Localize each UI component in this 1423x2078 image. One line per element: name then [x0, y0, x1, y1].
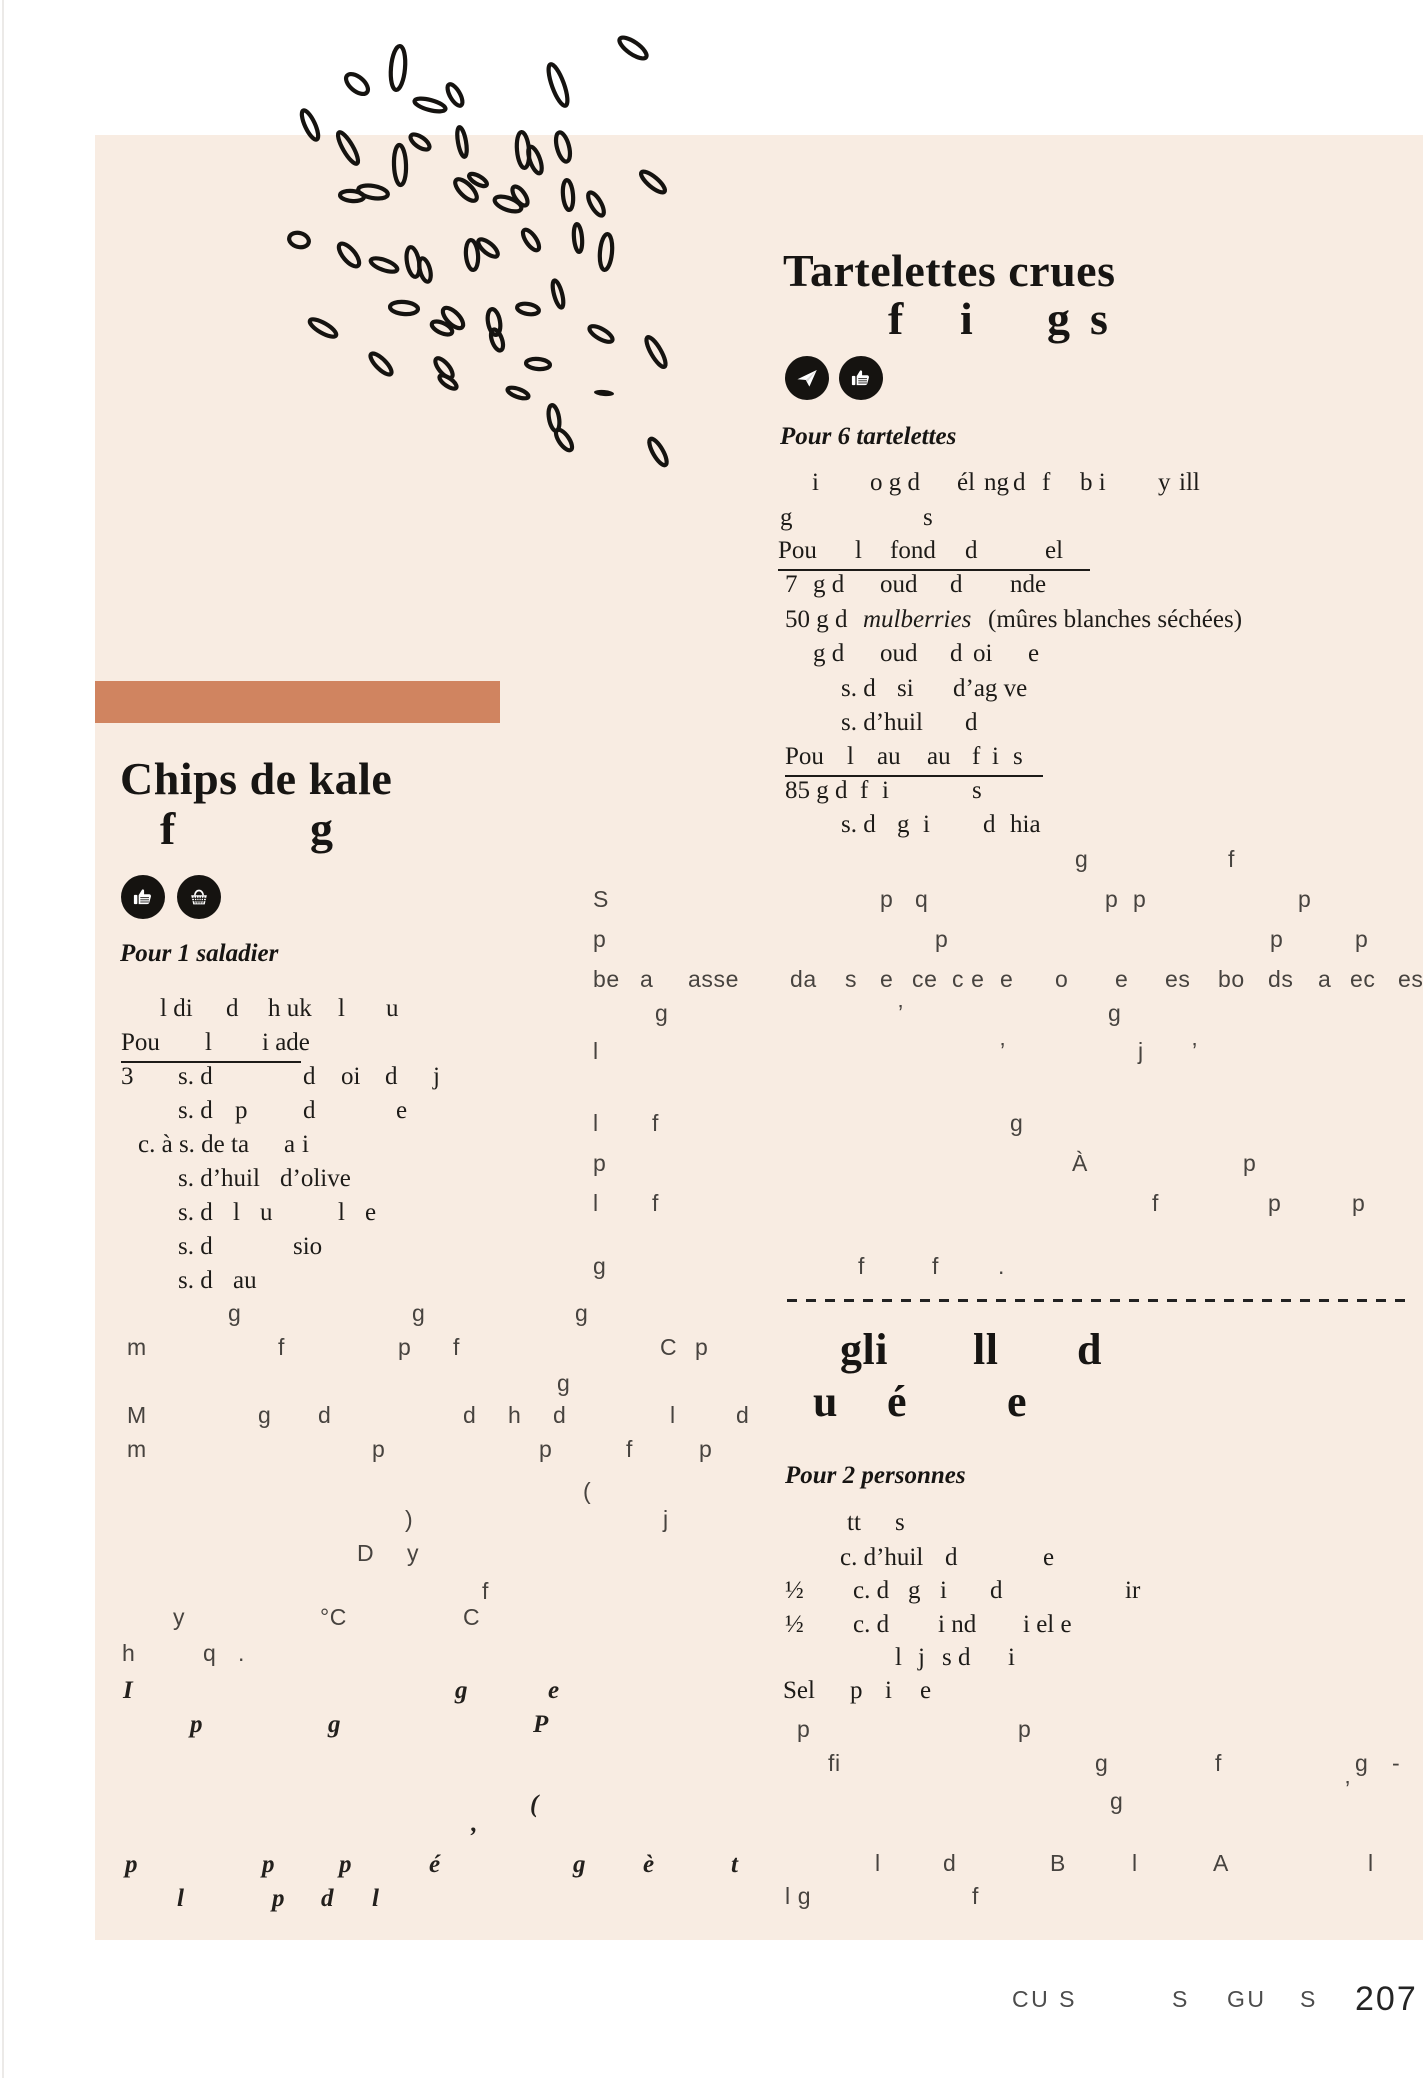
- text-fragment: ½: [785, 1611, 804, 1638]
- text-fragment: sio: [293, 1233, 323, 1260]
- text-fragment: y: [173, 1604, 186, 1630]
- text-fragment: l: [177, 1885, 184, 1912]
- text-fragment: i: [1008, 1644, 1015, 1671]
- text-fragment: oi: [341, 1063, 361, 1090]
- text-fragment: i: [960, 293, 974, 344]
- text-fragment: p: [398, 1334, 412, 1360]
- text-fragment: au: [877, 743, 901, 770]
- text-fragment: p: [190, 1711, 203, 1738]
- text-fragment: p: [1018, 1716, 1032, 1742]
- text-fragment: tt: [847, 1509, 861, 1536]
- text-fragment: j: [1138, 1038, 1144, 1064]
- text-fragment: g: [908, 1577, 921, 1604]
- text-fragment: o: [1055, 966, 1069, 992]
- text-fragment: au: [927, 743, 951, 770]
- text-fragment: 7: [785, 571, 798, 598]
- text-fragment: l: [338, 995, 345, 1022]
- text-fragment: s. d: [178, 1233, 213, 1260]
- text-fragment: c. d’huil: [840, 1544, 924, 1571]
- text-fragment: g d: [813, 571, 845, 598]
- text-fragment: f: [932, 1253, 939, 1279]
- text-fragment: ll: [973, 1325, 999, 1374]
- text-fragment: p: [695, 1334, 709, 1360]
- text-fragment: p: [1133, 886, 1147, 912]
- text-fragment: l: [1132, 1850, 1138, 1876]
- text-fragment: Pou: [778, 537, 817, 564]
- text-fragment: l: [875, 1850, 881, 1876]
- text-fragment: l: [593, 1110, 599, 1136]
- text-fragment: (mûres blanches séchées): [988, 606, 1243, 633]
- text-fragment: I: [123, 1677, 133, 1704]
- text-fragment: g: [1355, 1750, 1369, 1776]
- text-fragment: p: [339, 1851, 352, 1878]
- text-fragment: ng: [984, 469, 1009, 496]
- text-fragment: Pou: [785, 743, 824, 770]
- text-fragment: p: [880, 886, 894, 912]
- text-fragment: i: [812, 469, 819, 496]
- text-fragment: j: [918, 1644, 925, 1671]
- text-fragment: e: [920, 1677, 932, 1704]
- text-fragment: fi: [828, 1750, 841, 1776]
- text-fragment: D: [357, 1540, 375, 1566]
- text-fragment: A: [1213, 1850, 1229, 1876]
- text-fragment: e: [548, 1677, 560, 1704]
- text-fragment: l: [233, 1199, 240, 1226]
- text-fragment: f: [453, 1334, 460, 1360]
- text-fragment: ’: [898, 1000, 904, 1026]
- text-fragment: e: [1115, 966, 1129, 992]
- text-fragment: p: [539, 1436, 553, 1462]
- text-fragment: °C: [320, 1604, 348, 1630]
- text-fragment: ce: [912, 966, 938, 992]
- text-fragment: es: [1165, 966, 1191, 992]
- text-fragment: l: [847, 743, 854, 770]
- text-fragment: b i: [1080, 469, 1106, 496]
- text-fragment: hia: [1010, 811, 1041, 838]
- text-fragment: p: [235, 1097, 248, 1124]
- text-fragment: f: [860, 777, 869, 804]
- text-fragment: j: [433, 1063, 440, 1090]
- text-fragment: e: [1000, 966, 1014, 992]
- text-fragment: i: [885, 1677, 892, 1704]
- page-number: 207: [1355, 1980, 1418, 2018]
- text-fragment: d: [318, 1402, 332, 1428]
- text-fragment: u: [260, 1199, 273, 1226]
- text-fragment: e: [1007, 1377, 1028, 1426]
- text-fragment: f: [1215, 1750, 1222, 1776]
- text-fragment: p: [1352, 1190, 1366, 1216]
- text-fragment: s: [845, 966, 858, 992]
- text-fragment: d’ag ve: [953, 675, 1028, 702]
- text-fragment: i: [882, 777, 889, 804]
- text-fragment: Sel: [783, 1677, 815, 1704]
- text-fragment: ’: [468, 1823, 477, 1850]
- text-fragment: d: [1013, 469, 1026, 496]
- text-fragment: g: [310, 803, 334, 854]
- text-fragment: g: [412, 1300, 426, 1326]
- text-fragment: g: [573, 1851, 586, 1878]
- thumbs-up-icon: [121, 875, 165, 919]
- text-fragment: s: [1013, 743, 1023, 770]
- text-fragment: y: [407, 1540, 420, 1566]
- text-fragment: l g: [785, 1883, 812, 1909]
- text-fragment: f: [1228, 846, 1235, 872]
- text-fragment: s: [895, 1509, 905, 1536]
- text-fragment: g: [1110, 1788, 1124, 1814]
- text-fragment: a: [284, 1131, 296, 1158]
- text-fragment: i: [302, 1131, 309, 1158]
- text-fragment: s: [1090, 293, 1109, 344]
- dashed-divider: [787, 1299, 1412, 1302]
- text-fragment: ’: [1192, 1038, 1198, 1064]
- text-fragment: g: [1075, 846, 1089, 872]
- text-fragment: ’: [1000, 1038, 1006, 1064]
- text-fragment: be: [593, 966, 620, 992]
- text-fragment: ds: [1268, 966, 1294, 992]
- text-fragment: p: [850, 1677, 863, 1704]
- right-recipe2-serving: Pour 2 personnes: [785, 1462, 966, 1489]
- text-fragment: l: [593, 1038, 599, 1064]
- text-fragment: f: [160, 803, 176, 854]
- right-recipe-serving: Pour 6 tartelettes: [780, 423, 957, 450]
- text-fragment: f: [1042, 469, 1051, 496]
- text-fragment: C: [660, 1334, 678, 1360]
- left-recipe-serving: Pour 1 saladier: [120, 940, 279, 967]
- text-fragment: g: [455, 1677, 468, 1704]
- text-fragment: d: [945, 1544, 958, 1571]
- text-fragment: g: [780, 504, 793, 531]
- text-fragment: d’olive: [280, 1165, 351, 1192]
- text-fragment: g: [593, 1253, 607, 1279]
- text-fragment: f: [858, 1253, 865, 1279]
- text-fragment: au: [233, 1267, 257, 1294]
- text-fragment: 85 g d: [785, 777, 848, 804]
- text-fragment: ’: [1345, 1776, 1351, 1802]
- text-fragment: d: [321, 1885, 334, 1912]
- text-fragment: g: [328, 1711, 341, 1738]
- text-fragment: d: [1077, 1325, 1102, 1374]
- text-fragment: d: [736, 1402, 750, 1428]
- text-fragment: q: [203, 1640, 217, 1666]
- text-fragment: c e: [952, 966, 985, 992]
- paper-plane-icon: [785, 356, 829, 400]
- text-fragment: e: [1043, 1544, 1055, 1571]
- thumbs-up-icon: [839, 356, 883, 400]
- text-fragment: c. d: [853, 1611, 890, 1638]
- accent-bar: [95, 681, 500, 723]
- text-fragment: fond: [890, 537, 936, 564]
- text-fragment: é: [887, 1377, 908, 1426]
- text-fragment: f: [972, 743, 981, 770]
- text-fragment: p: [262, 1851, 275, 1878]
- text-fragment: s. d: [178, 1199, 213, 1226]
- text-fragment: f: [652, 1110, 659, 1136]
- text-fragment: s. d: [841, 811, 876, 838]
- text-fragment: e: [880, 966, 894, 992]
- text-fragment: s. d: [841, 675, 876, 702]
- text-fragment: Pou: [121, 1029, 160, 1056]
- text-fragment: bo: [1218, 966, 1245, 992]
- text-fragment: da: [790, 966, 817, 992]
- text-fragment: él: [957, 469, 976, 496]
- text-fragment: À: [1072, 1150, 1088, 1176]
- text-fragment: i: [923, 811, 930, 838]
- text-fragment: y: [1158, 469, 1171, 496]
- text-fragment: f: [972, 1883, 979, 1909]
- text-fragment: d: [385, 1063, 398, 1090]
- text-fragment: g: [575, 1300, 589, 1326]
- text-fragment: s. d’huil: [178, 1165, 260, 1192]
- text-fragment: u: [386, 995, 399, 1022]
- text-fragment: g: [897, 811, 910, 838]
- text-fragment: i el e: [1023, 1611, 1072, 1638]
- text-fragment: (: [583, 1478, 592, 1504]
- text-fragment: p: [593, 926, 607, 952]
- text-fragment: e: [1028, 640, 1040, 667]
- text-fragment: d: [226, 995, 239, 1022]
- text-fragment: l: [670, 1402, 676, 1428]
- text-fragment: g: [228, 1300, 242, 1326]
- text-fragment: p: [797, 1716, 811, 1742]
- text-fragment: i: [992, 743, 999, 770]
- text-fragment: gli: [840, 1325, 888, 1374]
- text-fragment: g: [258, 1402, 272, 1428]
- text-fragment: P: [533, 1711, 549, 1738]
- text-fragment: l: [372, 1885, 379, 1912]
- text-fragment: asse: [688, 966, 739, 992]
- text-fragment: s. d’huil: [841, 709, 923, 736]
- text-fragment: h uk: [268, 995, 312, 1022]
- text-fragment: oi: [973, 640, 993, 667]
- text-fragment: d: [965, 537, 978, 564]
- text-fragment: m: [127, 1436, 147, 1462]
- text-fragment: 50 g d: [785, 606, 848, 633]
- text-fragment: 3: [121, 1063, 134, 1090]
- text-fragment: p: [125, 1851, 138, 1878]
- text-fragment: ½: [785, 1577, 804, 1604]
- text-fragment: -: [1392, 1750, 1401, 1776]
- text-fragment: p: [935, 926, 949, 952]
- page-edge-line: [2, 0, 4, 2078]
- text-fragment: d: [990, 1577, 1003, 1604]
- text-fragment: d: [303, 1063, 316, 1090]
- text-fragment: S: [1300, 1986, 1318, 2012]
- text-fragment: p: [272, 1885, 285, 1912]
- text-fragment: nde: [1010, 571, 1047, 598]
- text-fragment: d: [463, 1402, 477, 1428]
- text-fragment: i: [940, 1577, 947, 1604]
- left-recipe-title: Chips de kale: [120, 753, 393, 804]
- text-fragment: è: [643, 1851, 655, 1878]
- text-fragment: o g d: [870, 469, 920, 496]
- text-fragment: s. d: [178, 1097, 213, 1124]
- text-fragment: S: [1172, 1986, 1190, 2012]
- text-fragment: f: [1152, 1190, 1159, 1216]
- text-fragment: .: [238, 1640, 245, 1666]
- text-fragment: p: [1268, 1190, 1282, 1216]
- text-fragment: ): [405, 1506, 414, 1532]
- text-fragment: B: [1050, 1850, 1066, 1876]
- text-fragment: d: [950, 640, 963, 667]
- text-fragment: oud: [880, 640, 918, 667]
- text-fragment: d: [983, 811, 996, 838]
- text-fragment: a: [1318, 966, 1332, 992]
- text-fragment: C: [463, 1604, 481, 1630]
- text-fragment: i nd: [938, 1611, 977, 1638]
- text-fragment: GU: [1227, 1986, 1267, 2012]
- text-fragment: p: [1243, 1150, 1257, 1176]
- text-fragment: l: [205, 1029, 212, 1056]
- text-fragment: p: [1355, 926, 1369, 952]
- text-fragment: q: [915, 886, 929, 912]
- text-fragment: s. d: [178, 1267, 213, 1294]
- right-recipe-title: Tartelettes crues: [783, 245, 1116, 296]
- text-fragment: ir: [1125, 1577, 1141, 1604]
- text-fragment: g: [1108, 1000, 1122, 1026]
- text-fragment: si: [897, 675, 914, 702]
- text-fragment: p: [593, 1150, 607, 1176]
- text-fragment: l di: [160, 995, 193, 1022]
- text-fragment: i ade: [262, 1029, 310, 1056]
- text-fragment: l: [338, 1199, 345, 1226]
- text-fragment: d: [303, 1097, 316, 1124]
- text-fragment: l: [895, 1644, 902, 1671]
- text-fragment: mulberries: [863, 606, 972, 633]
- text-fragment: d: [965, 709, 978, 736]
- text-fragment: s: [972, 777, 982, 804]
- text-fragment: f: [652, 1190, 659, 1216]
- text-fragment: e: [365, 1199, 377, 1226]
- text-fragment: h: [122, 1640, 136, 1666]
- text-fragment: M: [127, 1402, 147, 1428]
- text-fragment: S: [593, 886, 609, 912]
- text-fragment: g: [1010, 1110, 1024, 1136]
- text-fragment: (: [530, 1791, 539, 1818]
- text-fragment: p: [1105, 886, 1119, 912]
- text-fragment: es: [1398, 966, 1423, 992]
- text-fragment: el: [1045, 537, 1064, 564]
- text-fragment: g: [1095, 1750, 1109, 1776]
- text-fragment: l: [593, 1190, 599, 1216]
- text-fragment: l: [855, 537, 862, 564]
- text-fragment: c. d: [853, 1577, 890, 1604]
- text-fragment: t: [731, 1851, 738, 1878]
- text-fragment: a: [640, 966, 654, 992]
- text-fragment: f: [888, 293, 904, 344]
- text-fragment: d: [553, 1402, 567, 1428]
- text-fragment: s. d: [178, 1063, 213, 1090]
- text-fragment: l: [1368, 1850, 1374, 1876]
- text-fragment: s d: [942, 1644, 971, 1671]
- text-fragment: g: [557, 1370, 571, 1396]
- text-fragment: f: [278, 1334, 285, 1360]
- text-fragment: m: [127, 1334, 147, 1360]
- text-fragment: u: [813, 1377, 838, 1426]
- text-fragment: p: [699, 1436, 713, 1462]
- text-fragment: g: [1047, 293, 1071, 344]
- text-fragment: CU S: [1012, 1986, 1077, 2012]
- text-fragment: oud: [880, 571, 918, 598]
- text-fragment: h: [508, 1402, 522, 1428]
- text-fragment: g d: [813, 640, 845, 667]
- text-fragment: d: [950, 571, 963, 598]
- text-fragment: c. à s. de ta: [138, 1131, 250, 1158]
- text-fragment: ec: [1350, 966, 1376, 992]
- text-fragment: p: [1270, 926, 1284, 952]
- text-fragment: f: [482, 1578, 489, 1604]
- text-fragment: .: [998, 1253, 1005, 1279]
- text-fragment: g: [655, 1000, 669, 1026]
- basket-icon: [177, 875, 221, 919]
- text-fragment: p: [1298, 886, 1312, 912]
- text-fragment: ill: [1179, 469, 1200, 496]
- text-fragment: j: [663, 1506, 669, 1532]
- text-fragment: s: [923, 504, 933, 531]
- text-fragment: é: [429, 1851, 441, 1878]
- text-fragment: p: [372, 1436, 386, 1462]
- text-fragment: f: [626, 1436, 633, 1462]
- text-fragment: d: [943, 1850, 957, 1876]
- text-fragment: e: [396, 1097, 408, 1124]
